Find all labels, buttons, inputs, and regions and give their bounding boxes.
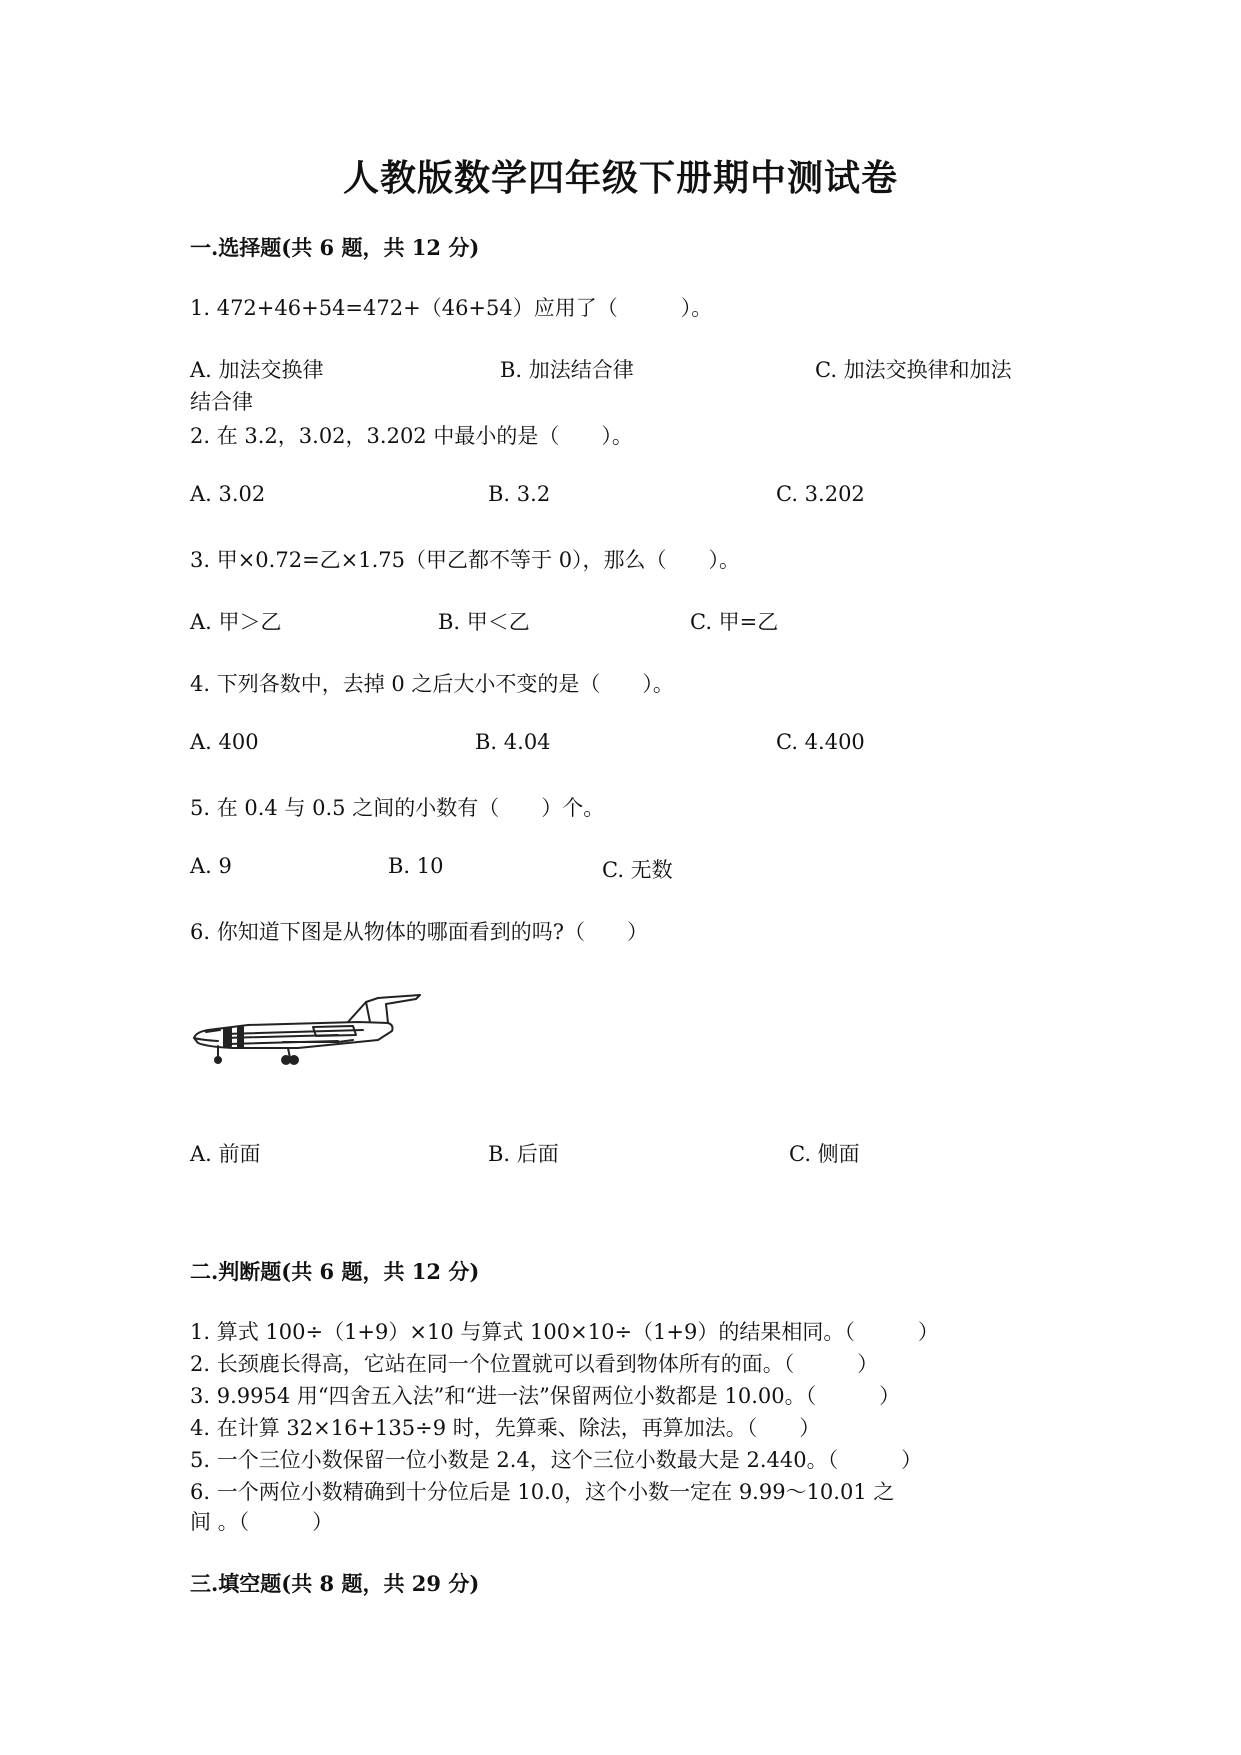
judgement-3: 3. 9.9954 用“四舍五入法”和“进一法”保留两位小数都是 10.00。（ ）	[190, 1384, 901, 1408]
option-1-3-c: C. 甲=乙	[690, 610, 779, 634]
question-1-2: 2. 在 3.2，3.02，3.202 中最小的是（ ）。	[190, 424, 633, 448]
question-1-5: 5. 在 0.4 与 0.5 之间的小数有（ ）个。	[190, 796, 605, 820]
option-1-2-b: B. 3.2	[488, 482, 551, 506]
option-1-1-a: A. 加法交换律	[190, 358, 324, 382]
question-1-3: 3. 甲×0.72=乙×1.75（甲乙都不等于 0），那么（ ）。	[190, 548, 741, 572]
judgement-6: 6. 一个两位小数精确到十分位后是 10.0，这个小数一定在 9.99～10.01 之	[190, 1480, 895, 1504]
question-1-6: 6. 你知道下图是从物体的哪面看到的吗?（ ）	[190, 920, 648, 944]
airplane-side-view-icon	[188, 990, 428, 1084]
judgement-1: 1. 算式 100÷（1+9）×10 与算式 100×10÷（1+9）的结果相同。（ ）	[190, 1320, 939, 1344]
option-1-4-c: C. 4.400	[776, 730, 865, 754]
option-1-6-b: B. 后面	[488, 1142, 559, 1166]
question-1-1: 1. 472+46+54=472+（46+54）应用了（ ）。	[190, 296, 713, 320]
judgement-4: 4. 在计算 32×16+135÷9 时，先算乘、除法，再算加法。（ ）	[190, 1416, 821, 1440]
option-1-1-c: C. 加法交换律和加法	[815, 358, 1012, 382]
judgement-6-continuation: 间 。（ ）	[190, 1510, 334, 1534]
option-1-5-a: A. 9	[190, 854, 232, 878]
question-1-4: 4. 下列各数中，去掉 0 之后大小不变的是（ ）。	[190, 672, 674, 696]
option-1-4-a: A. 400	[190, 730, 259, 754]
option-1-3-a: A. 甲＞乙	[190, 610, 282, 634]
option-1-6-a: A. 前面	[190, 1142, 261, 1166]
section-header-fill-blank: 三.填空题(共 8 题，共 29 分)	[190, 1571, 480, 1596]
option-1-4-b: B. 4.04	[475, 730, 551, 754]
page-title: 人教版数学四年级下册期中测试卷	[342, 157, 898, 199]
judgement-5: 5. 一个三位小数保留一位小数是 2.4，这个三位小数最大是 2.440。（ ）	[190, 1448, 923, 1472]
option-1-6-c: C. 侧面	[789, 1142, 860, 1166]
option-1-2-c: C. 3.202	[776, 482, 865, 506]
section-header-choice: 一.选择题(共 6 题，共 12 分)	[190, 235, 480, 260]
option-1-3-b: B. 甲＜乙	[438, 610, 530, 634]
option-1-5-c: C. 无数	[602, 858, 673, 882]
section-header-judgement: 二.判断题(共 6 题，共 12 分)	[190, 1259, 480, 1284]
judgement-2: 2. 长颈鹿长得高，它站在同一个位置就可以看到物体所有的面。（ ）	[190, 1352, 879, 1376]
option-1-2-a: A. 3.02	[190, 482, 266, 506]
option-1-1-b: B. 加法结合律	[500, 358, 634, 382]
option-1-1-c-continuation: 结合律	[190, 390, 253, 414]
option-1-5-b: B. 10	[388, 854, 444, 878]
